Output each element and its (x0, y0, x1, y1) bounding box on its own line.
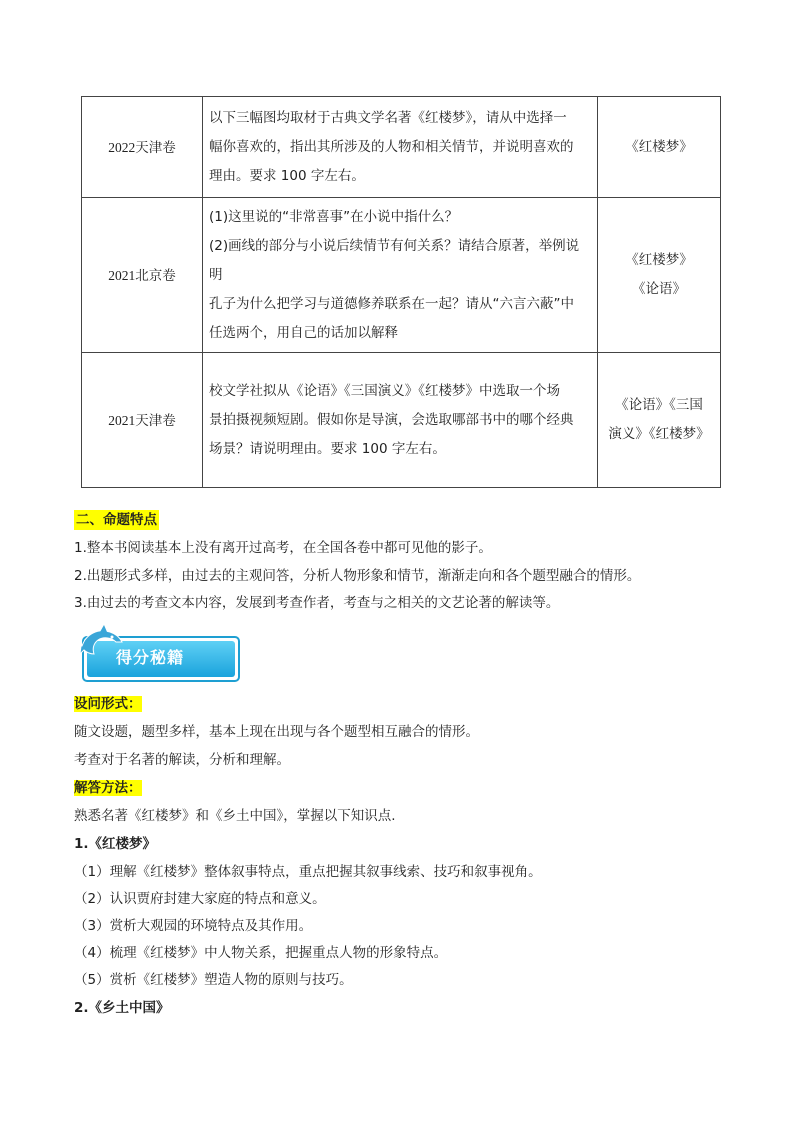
question-line: (2)画线的部分与小说后续情节有何关系？请结合原著，举例说 (209, 237, 580, 254)
book-name: 《论语》 (632, 281, 686, 297)
year-cell: 2022天津卷 (82, 97, 203, 198)
year-cell: 2021北京卷 (82, 198, 203, 353)
paragraph: 2.出题形式多样，由过去的主观问答，分析人物形象和情节，渐渐走向和各个题型融合的情形。 (74, 568, 641, 584)
question-line: 场景？请说明理由。要求 100 字左右。 (209, 440, 446, 457)
tips-banner (78, 624, 240, 682)
question-line: 以下三幅图均取材于古典文学名著《红楼梦》，请从中选择一 (209, 109, 567, 126)
table-row (82, 353, 721, 488)
year-cell: 2021天津卷 (82, 353, 203, 488)
question-line: (1)这里说的“非常喜事”在小说中指什么？ (209, 208, 459, 225)
book-cell (598, 198, 721, 353)
book-name: 《论语》《三国 (615, 397, 703, 413)
book-cell (598, 97, 721, 198)
book-name: 《红楼梦》 (625, 138, 693, 155)
method-title-text: 解答方法： (74, 780, 142, 796)
question-line: 明 (209, 266, 223, 283)
question-line: 幅你喜欢的，指出其所涉及的人物和相关情节，并说明喜欢的 (209, 138, 574, 155)
question-cell (203, 198, 598, 353)
method-title (74, 778, 142, 798)
table-row (82, 97, 721, 198)
paragraph: 1.整本书阅读基本上没有离开过高考，在全国各卷中都可见他的影子。 (74, 540, 492, 556)
form-title-text: 设问形式： (74, 696, 142, 712)
paragraph: 随文设题，题型多样，基本上现在出现与各个题型相互融合的情形。 (74, 724, 479, 740)
question-cell (203, 353, 598, 488)
banner-title: 得分秘籍 (116, 648, 185, 667)
subsection-title: 2.《乡土中国》 (74, 1000, 170, 1016)
list-item: （4）梳理《红楼梦》中人物关系，把握重点人物的形象特点。 (74, 945, 448, 961)
book-name: 《红楼梦》 (625, 252, 693, 268)
section-title: 二、命题特点 (76, 512, 157, 528)
book-cell (598, 353, 721, 488)
subsection-title: 1.《红楼梦》 (74, 836, 157, 852)
list-item: （1）理解《红楼梦》整体叙事特点，重点把握其叙事线索、技巧和叙事视角。 (74, 864, 542, 880)
paragraph: 3.由过去的考查文本内容，发展到考查作者，考查与之相关的文艺论著的解读等。 (74, 595, 560, 611)
list-item: （3）赏析大观园的环境特点及其作用。 (74, 918, 313, 934)
paragraph: 熟悉名著《红楼梦》和《乡土中国》，掌握以下知识点. (74, 808, 396, 824)
form-title (74, 694, 142, 714)
table-row (82, 198, 721, 353)
paragraph: 考查对于名著的解读，分析和理解。 (74, 752, 290, 768)
question-line: 理由。要求 100 字左右。 (209, 167, 365, 184)
question-line: 任选两个，用自己的话加以解释 (209, 324, 398, 341)
book-name: 演义》《红楼梦》 (608, 426, 710, 442)
question-cell (203, 97, 598, 198)
list-item: （2）认识贾府封建大家庭的特点和意义。 (74, 891, 326, 907)
question-line: 孔子为什么把学习与道德修养联系在一起？请从“六言六蔽”中 (209, 295, 574, 312)
exam-question-table (81, 96, 721, 488)
list-item: （5）赏析《红楼梦》塑造人物的原则与技巧。 (74, 972, 353, 988)
question-line: 景拍摄视频短剧。假如你是导演，会选取哪部书中的哪个经典 (209, 411, 574, 428)
question-line: 校文学社拟从《论语》《三国演义》《红楼梦》中选取一个场 (209, 382, 560, 399)
